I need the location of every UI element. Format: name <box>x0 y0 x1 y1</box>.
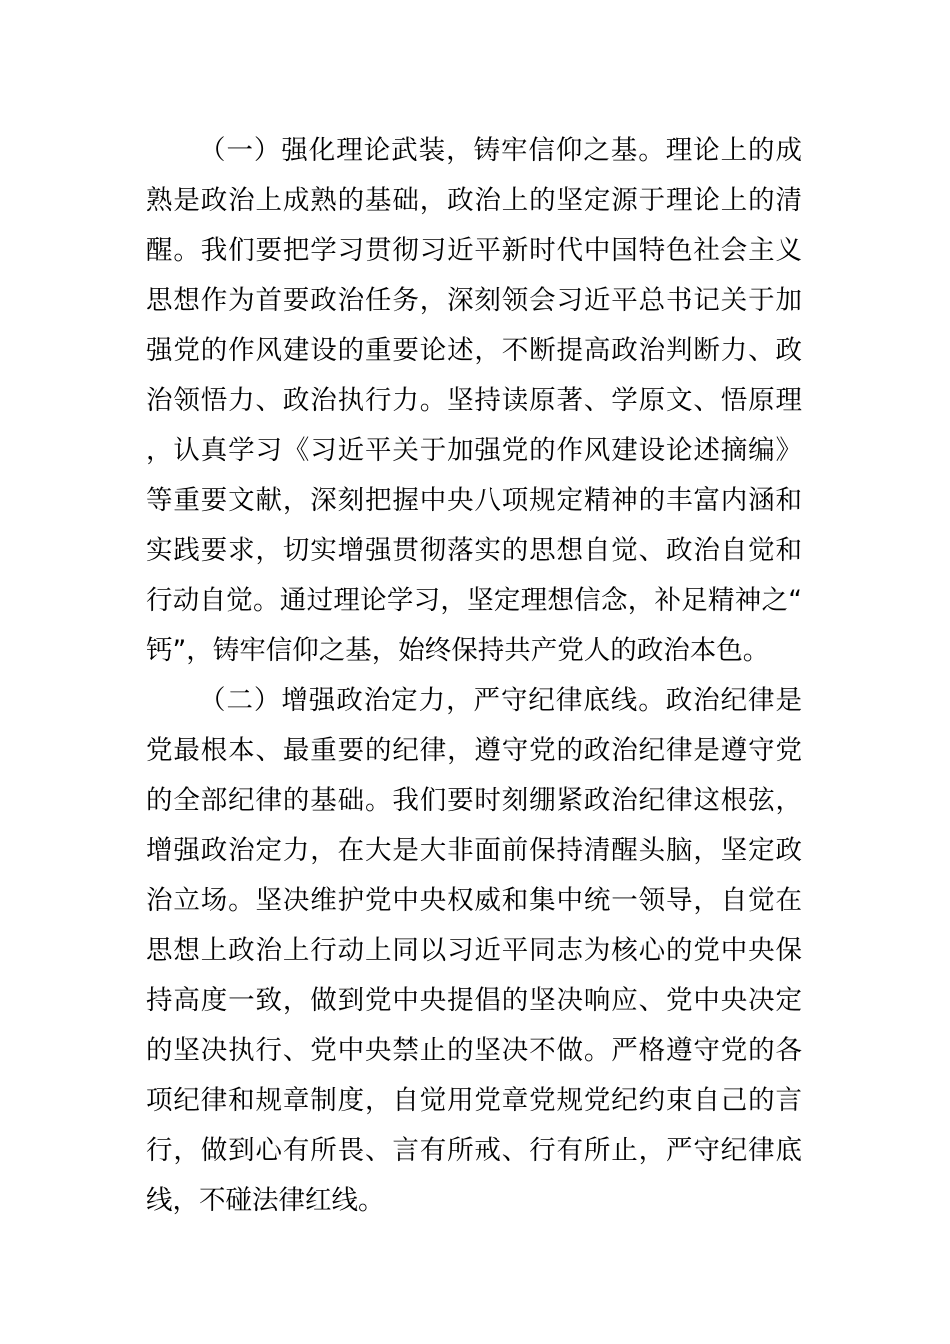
document-body <box>146 126 802 1226</box>
paragraph-2: （二）增强政治定力，严守纪律底线。政治纪律是党最根本、最重要的纪律，遵守党的政治纪律是遵守党的全部纪律的基础。我们要时刻绷紧政治纪律这根弦，增强政治定力，在大是大非面前保持清醒头脑，坚定政治立场。坚决维护党中央权威和集中统一领导，自觉在思想上政治上行动上同以习近平同志为核心的党中央保持高度一致，做到党中央提倡的坚决响应、党中央决定的坚决执行、党中央禁止的坚决不做。严格遵守党的各项纪律和规章制度，自觉用党章党规党纪约束自己的言行，做到心有所畏、言有所戒、行有所止，严守纪律底线，不碰法律红线。 <box>146 685 802 1216</box>
paragraph-1: （一）强化理论武装，铸牢信仰之基。理论上的成熟是政治上成熟的基础，政治上的坚定源于理论上的清醒。我们要把学习贯彻习近平新时代中国特色社会主义思想作为首要政治任务，深刻领会习近平总书记关于加强党的作风建设的重要论述，不断提高政治判断力、政治领悟力、政治执行力。坚持读原著、学原文、悟原理，认真学习《习近平关于加强党的作风建设论述摘编》等重要文献，深刻把握中央八项规定精神的丰富内涵和实践要求，切实增强贯彻落实的思想自觉、政治自觉和行动自觉。通过理论学习，坚定理想信念，补足精神之“钙”，铸牢信仰之基，始终保持共产党人的政治本色。 <box>146 135 802 666</box>
